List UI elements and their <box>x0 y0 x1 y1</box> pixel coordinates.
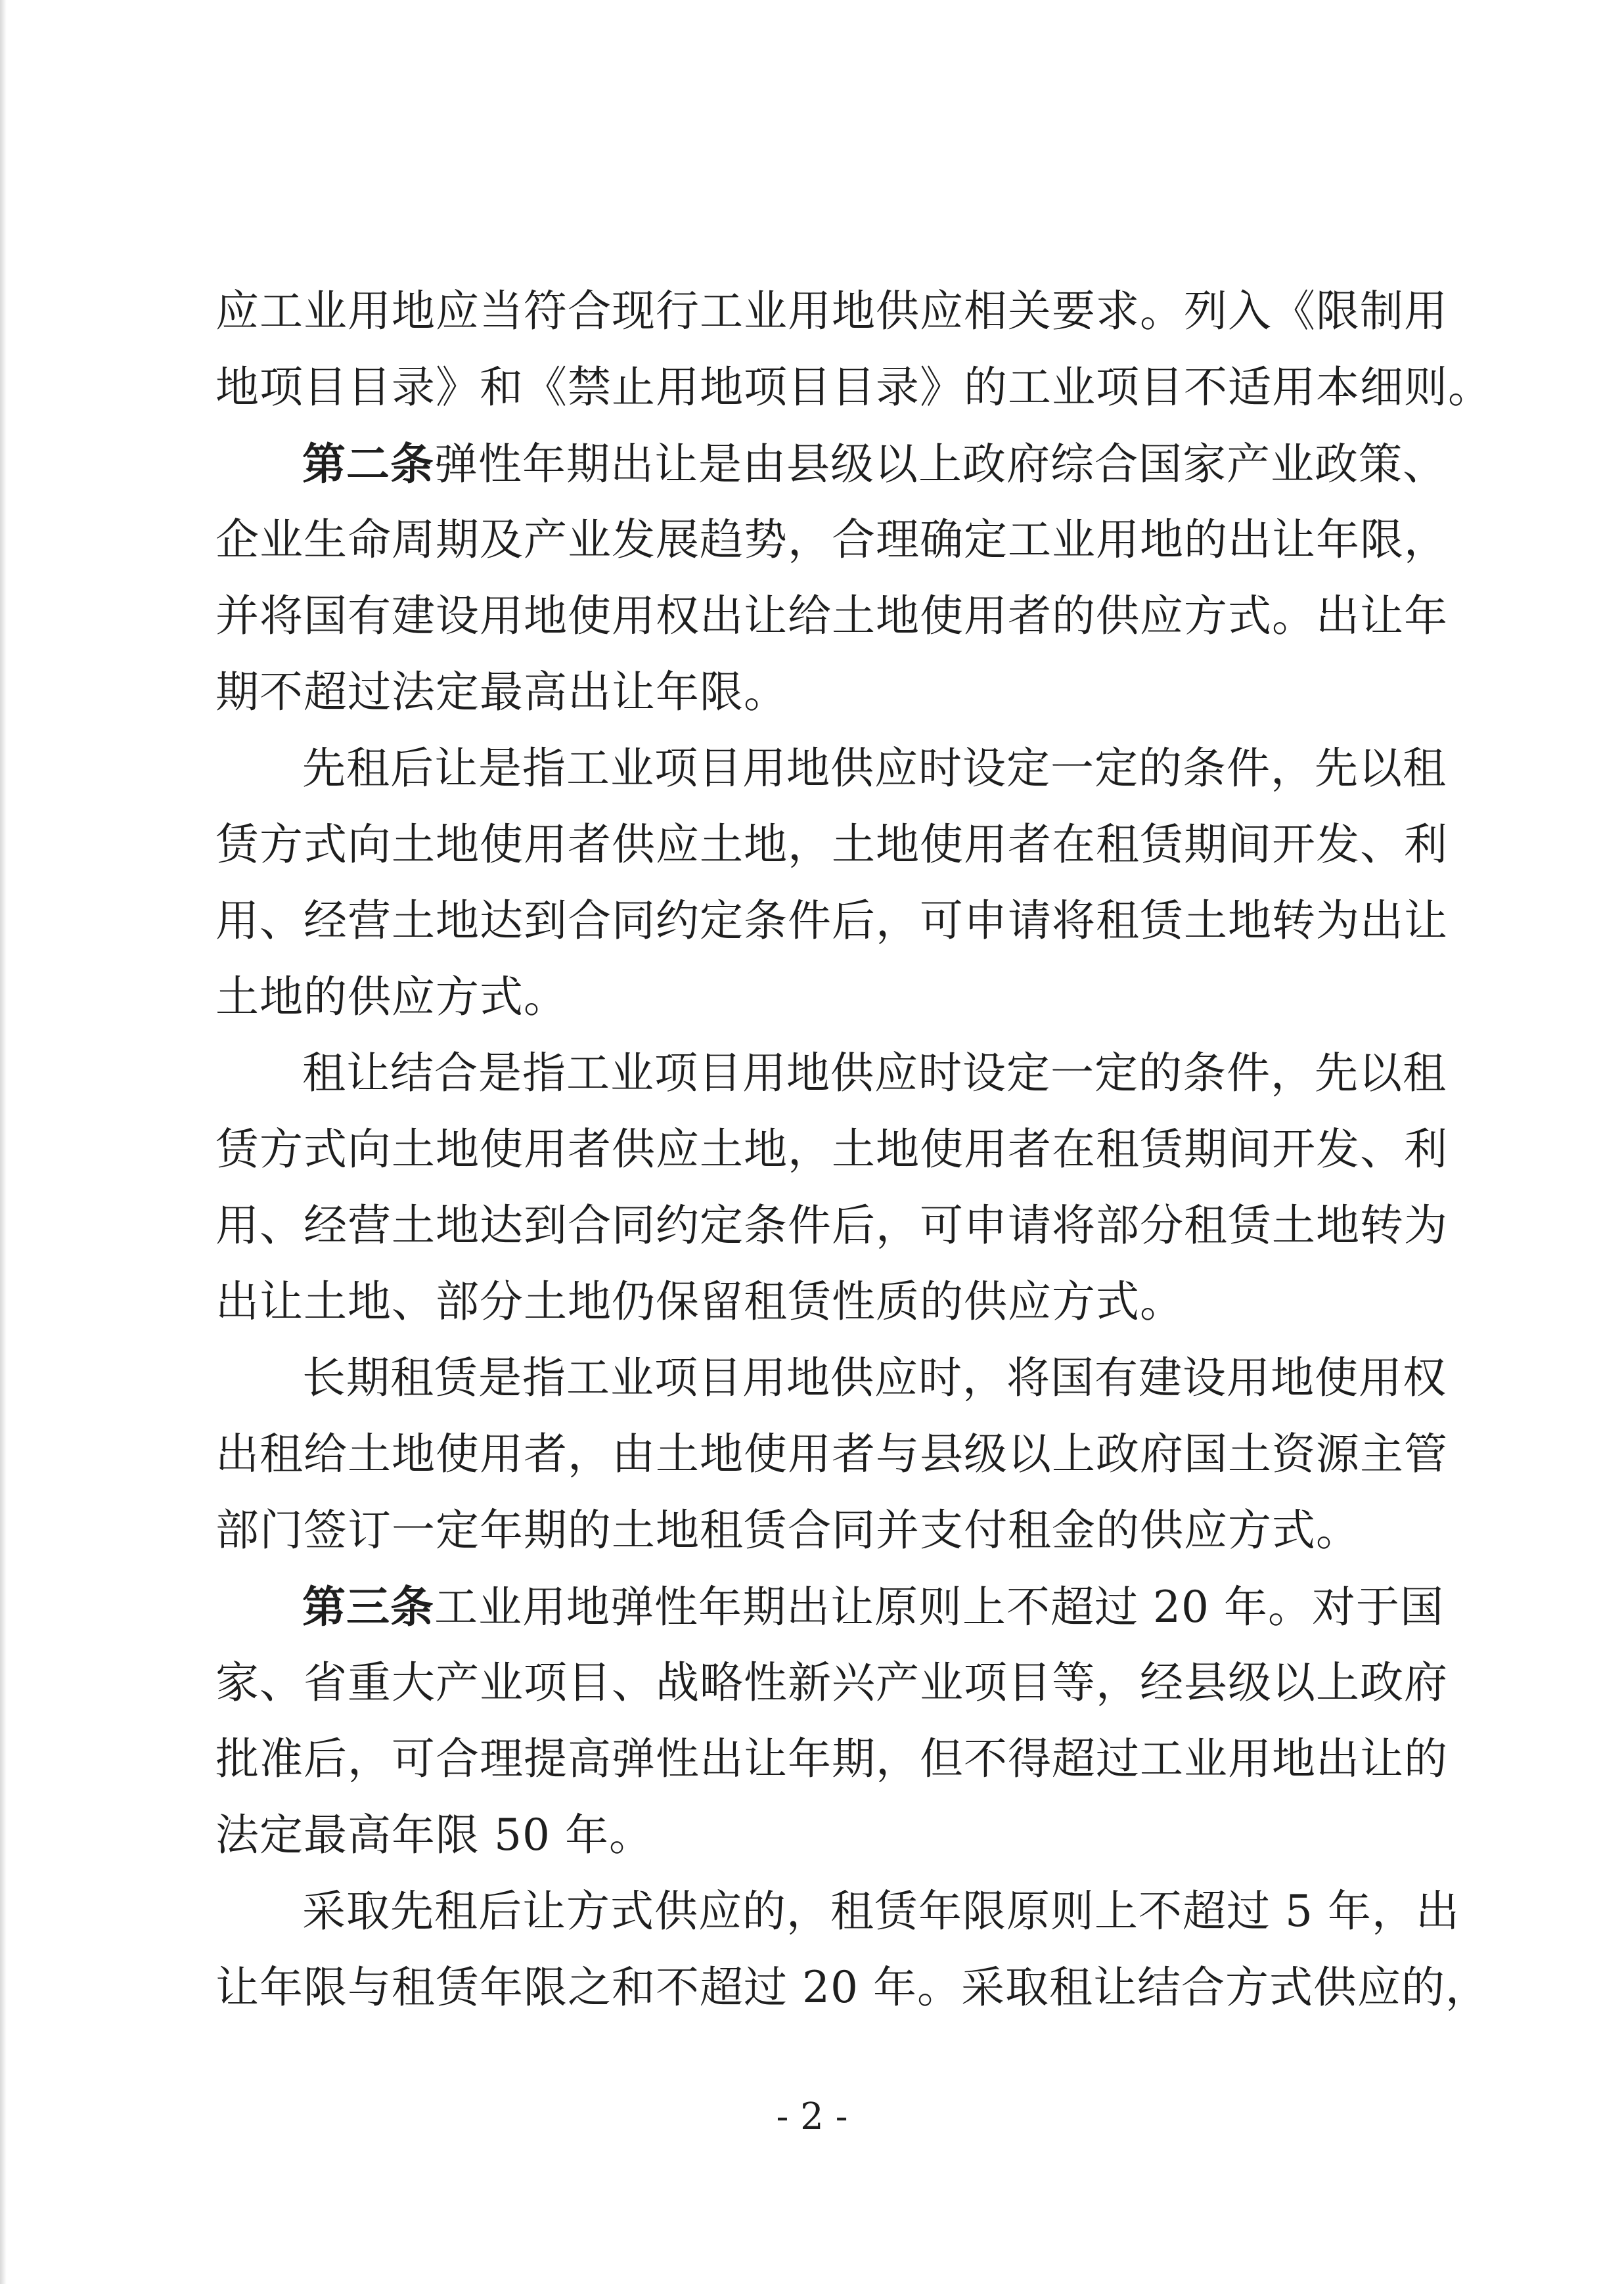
text-line: 家、省重大产业项目、战略性新兴产业项目等，经县级以上政府 <box>215 1657 1448 1708</box>
text-line: 赁方式向土地使用者供应土地，土地使用者在租赁期间开发、利 <box>215 819 1448 870</box>
article-3-heading: 第三条 <box>302 1581 434 1632</box>
text-line: 用、经营土地达到合同约定条件后，可申请将租赁土地转为出让 <box>215 895 1448 946</box>
text-line: 企业生命周期及产业发展趋势，合理确定工业用地的出让年限， <box>215 514 1448 565</box>
text-line: 地项目目录》和《禁止用地项目目录》的工业项目不适用本细则。 <box>215 362 1492 413</box>
scan-edge-shadow <box>0 0 7 2284</box>
body-text <box>215 273 1492 2026</box>
text-line: 弹性年期出让是由县级以上政府综合国家产业政策、 <box>434 439 1447 489</box>
text-line: 赁方式向土地使用者供应土地，土地使用者在租赁期间开发、利 <box>215 1124 1448 1175</box>
text-line: 土地的供应方式。 <box>215 972 568 1022</box>
article-3-line <box>215 1569 1444 1645</box>
page-number: - 2 - <box>776 2095 848 2138</box>
text-line: 租让结合是指工业项目用地供应时设定一定的条件，先以租 <box>302 1048 1447 1098</box>
text-line: 出租给土地使用者，由土地使用者与县级以上政府国土资源主管 <box>215 1429 1448 1479</box>
text-line: 部门签订一定年期的土地租赁合同并支付租金的供应方式。 <box>215 1505 1360 1556</box>
article-2-line <box>215 426 1447 502</box>
text-line: 期不超过法定最高出让年限。 <box>215 667 788 717</box>
text-line: 用、经营土地达到合同约定条件后，可申请将部分租赁土地转为 <box>215 1200 1448 1251</box>
text-line: 工业用地弹性年期出让原则上不超过 20 年。对于国 <box>434 1582 1444 1632</box>
text-line: 批准后，可合理提高弹性出让年期，但不得超过工业用地出让的 <box>215 1734 1448 1784</box>
text-line: 应工业用地应当符合现行工业用地供应相关要求。列入《限制用 <box>215 286 1448 336</box>
article-2-heading: 第二条 <box>302 438 434 489</box>
text-line: 采取先租后让方式供应的，租赁年限原则上不超过 5 年，出 <box>302 1886 1460 1937</box>
text-line: 法定最高年限 50 年。 <box>215 1810 653 1860</box>
text-line: 让年限与租赁年限之和不超过 20 年。采取租让结合方式供应的， <box>215 1962 1489 2013</box>
text-line: 并将国有建设用地使用权出让给土地使用者的供应方式。出让年 <box>215 591 1448 641</box>
text-line: 先租后让是指工业项目用地供应时设定一定的条件，先以租 <box>302 743 1447 794</box>
text-line: 长期租赁是指工业项目用地供应时，将国有建设用地使用权 <box>302 1353 1447 1403</box>
text-line: 出让土地、部分土地仍保留租赁性质的供应方式。 <box>215 1276 1184 1327</box>
